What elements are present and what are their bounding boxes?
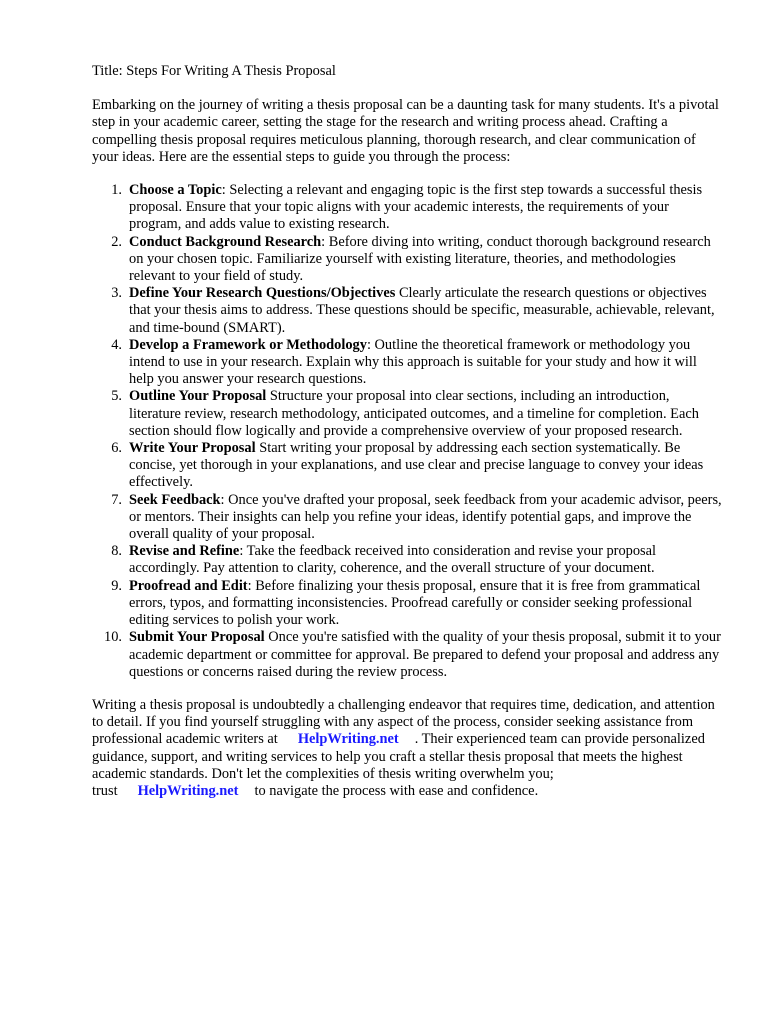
step-title: Define Your Research Questions/Objectives bbox=[129, 285, 396, 302]
step-text: Start writing your proposal by addressing each section systematically. Be concise, yet thorough in your explanations, and use clear and precise language to convey your ideas effectively. bbox=[129, 440, 704, 491]
step-number: 7. bbox=[111, 491, 122, 508]
step-text: : Before finalizing your thesis proposal, ensure that it is free from grammatical errors, typos, and formatting inconsistencies. Proofread carefully or consider seeking professional editing services to polish your work. bbox=[129, 577, 701, 629]
closing-text-part-2: . Their experienced team can provide personalized guidance, support, and writing services to help you craft a stellar thesis proposal that meets the highest academic standards. Don't let the complexities of thesis writing overwhelm you; trust bbox=[92, 731, 705, 799]
step-title: Conduct Background Research bbox=[129, 233, 322, 250]
step-number: 5. bbox=[111, 388, 122, 405]
list-item bbox=[92, 234, 724, 286]
step-number: 10. bbox=[104, 629, 122, 646]
step-text: Once you're satisfied with the quality of your thesis proposal, submit it to your academic department or committee for approval. Be prepared to defend your proposal and address any questions or concerns raised during the review process. bbox=[129, 629, 721, 680]
step-text: Clearly articulate the research questions or objectives that your thesis aims to address. These questions should be specific, measurable, achievable, relevant, and time-bound (SMART). bbox=[129, 285, 715, 336]
steps-list bbox=[92, 182, 724, 681]
step-number: 9. bbox=[111, 577, 122, 594]
step-text: : Before diving into writing, conduct thorough background research on your chosen topic. Familiarize yourself with existing literature, theories, and methodologies relevant to your field of study. bbox=[129, 233, 711, 285]
step-number: 4. bbox=[111, 336, 122, 353]
step-title: Choose a Topic bbox=[129, 182, 222, 199]
list-item bbox=[92, 285, 724, 337]
intro-paragraph: Embarking on the journey of writing a thesis proposal can be a daunting task for many students. It's a pivotal step in your academic career, setting the stage for the research and writing process ahead. Crafting a compelling thesis proposal requires meticulous planning, thorough research, and clear communication of your ideas. Here are the essential steps to guide you through the process: bbox=[92, 97, 719, 165]
step-title: Revise and Refine bbox=[129, 543, 240, 560]
step-title: Write Your Proposal bbox=[129, 440, 256, 457]
document-title: Title: Steps For Writing A Thesis Proposal bbox=[92, 63, 336, 79]
step-title: Proofread and Edit bbox=[129, 577, 248, 594]
list-item bbox=[92, 182, 724, 234]
step-text: : Take the feedback received into consideration and revise your proposal accordingly. Pay attention to clarity, coherence, and the overall structure of your document. bbox=[129, 543, 657, 577]
closing-text-part-3: to navigate the process with ease and confidence. bbox=[254, 782, 539, 799]
step-title: Submit Your Proposal bbox=[129, 629, 265, 646]
step-title: Outline Your Proposal bbox=[129, 388, 267, 405]
list-item bbox=[92, 543, 724, 577]
step-text: : Selecting a relevant and engaging topic is the first step towards a successful thesis proposal. Ensure that your topic aligns with your academic interests, the requirements of your program, and adds value to existing research. bbox=[129, 182, 703, 233]
step-number: 8. bbox=[111, 543, 122, 560]
list-item bbox=[92, 337, 724, 389]
closing-paragraph bbox=[92, 697, 724, 800]
document-page bbox=[92, 63, 724, 800]
helpwriting-link-1[interactable]: HelpWriting.net bbox=[297, 731, 399, 748]
step-text: : Outline the theoretical framework or methodology you intend to use in your research. Explain why this approach is suitable for your study and how it will help you answer your research questions. bbox=[129, 336, 697, 388]
list-item bbox=[92, 440, 724, 492]
step-number: 6. bbox=[111, 440, 122, 457]
step-number: 1. bbox=[111, 182, 122, 199]
helpwriting-link-2[interactable]: HelpWriting.net bbox=[137, 782, 239, 799]
list-item bbox=[92, 388, 724, 440]
step-title: Seek Feedback bbox=[129, 491, 221, 508]
step-text: Structure your proposal into clear sections, including an introduction, literature review, research methodology, anticipated outcomes, and a timeline for completion. Each section should flow logically and provide a comprehensive overview of your proposed research. bbox=[129, 388, 699, 439]
list-item bbox=[92, 629, 724, 681]
closing-text-part-1: Writing a thesis proposal is undoubtedly a challenging endeavor that requires time, dedication, and attention to detail. If you find yourself struggling with any aspect of the process, consider seeking assistance from professional academic writers at bbox=[92, 696, 715, 748]
step-title: Develop a Framework or Methodology bbox=[129, 336, 367, 353]
step-number: 2. bbox=[111, 233, 122, 250]
list-item bbox=[92, 492, 724, 544]
list-item bbox=[92, 578, 724, 630]
step-number: 3. bbox=[111, 285, 122, 302]
step-text: : Once you've drafted your proposal, seek feedback from your academic advisor, peers, or mentors. Their insights can help you refine your ideas, identify potential gaps, and improve the overall quality of your proposal. bbox=[129, 491, 722, 543]
